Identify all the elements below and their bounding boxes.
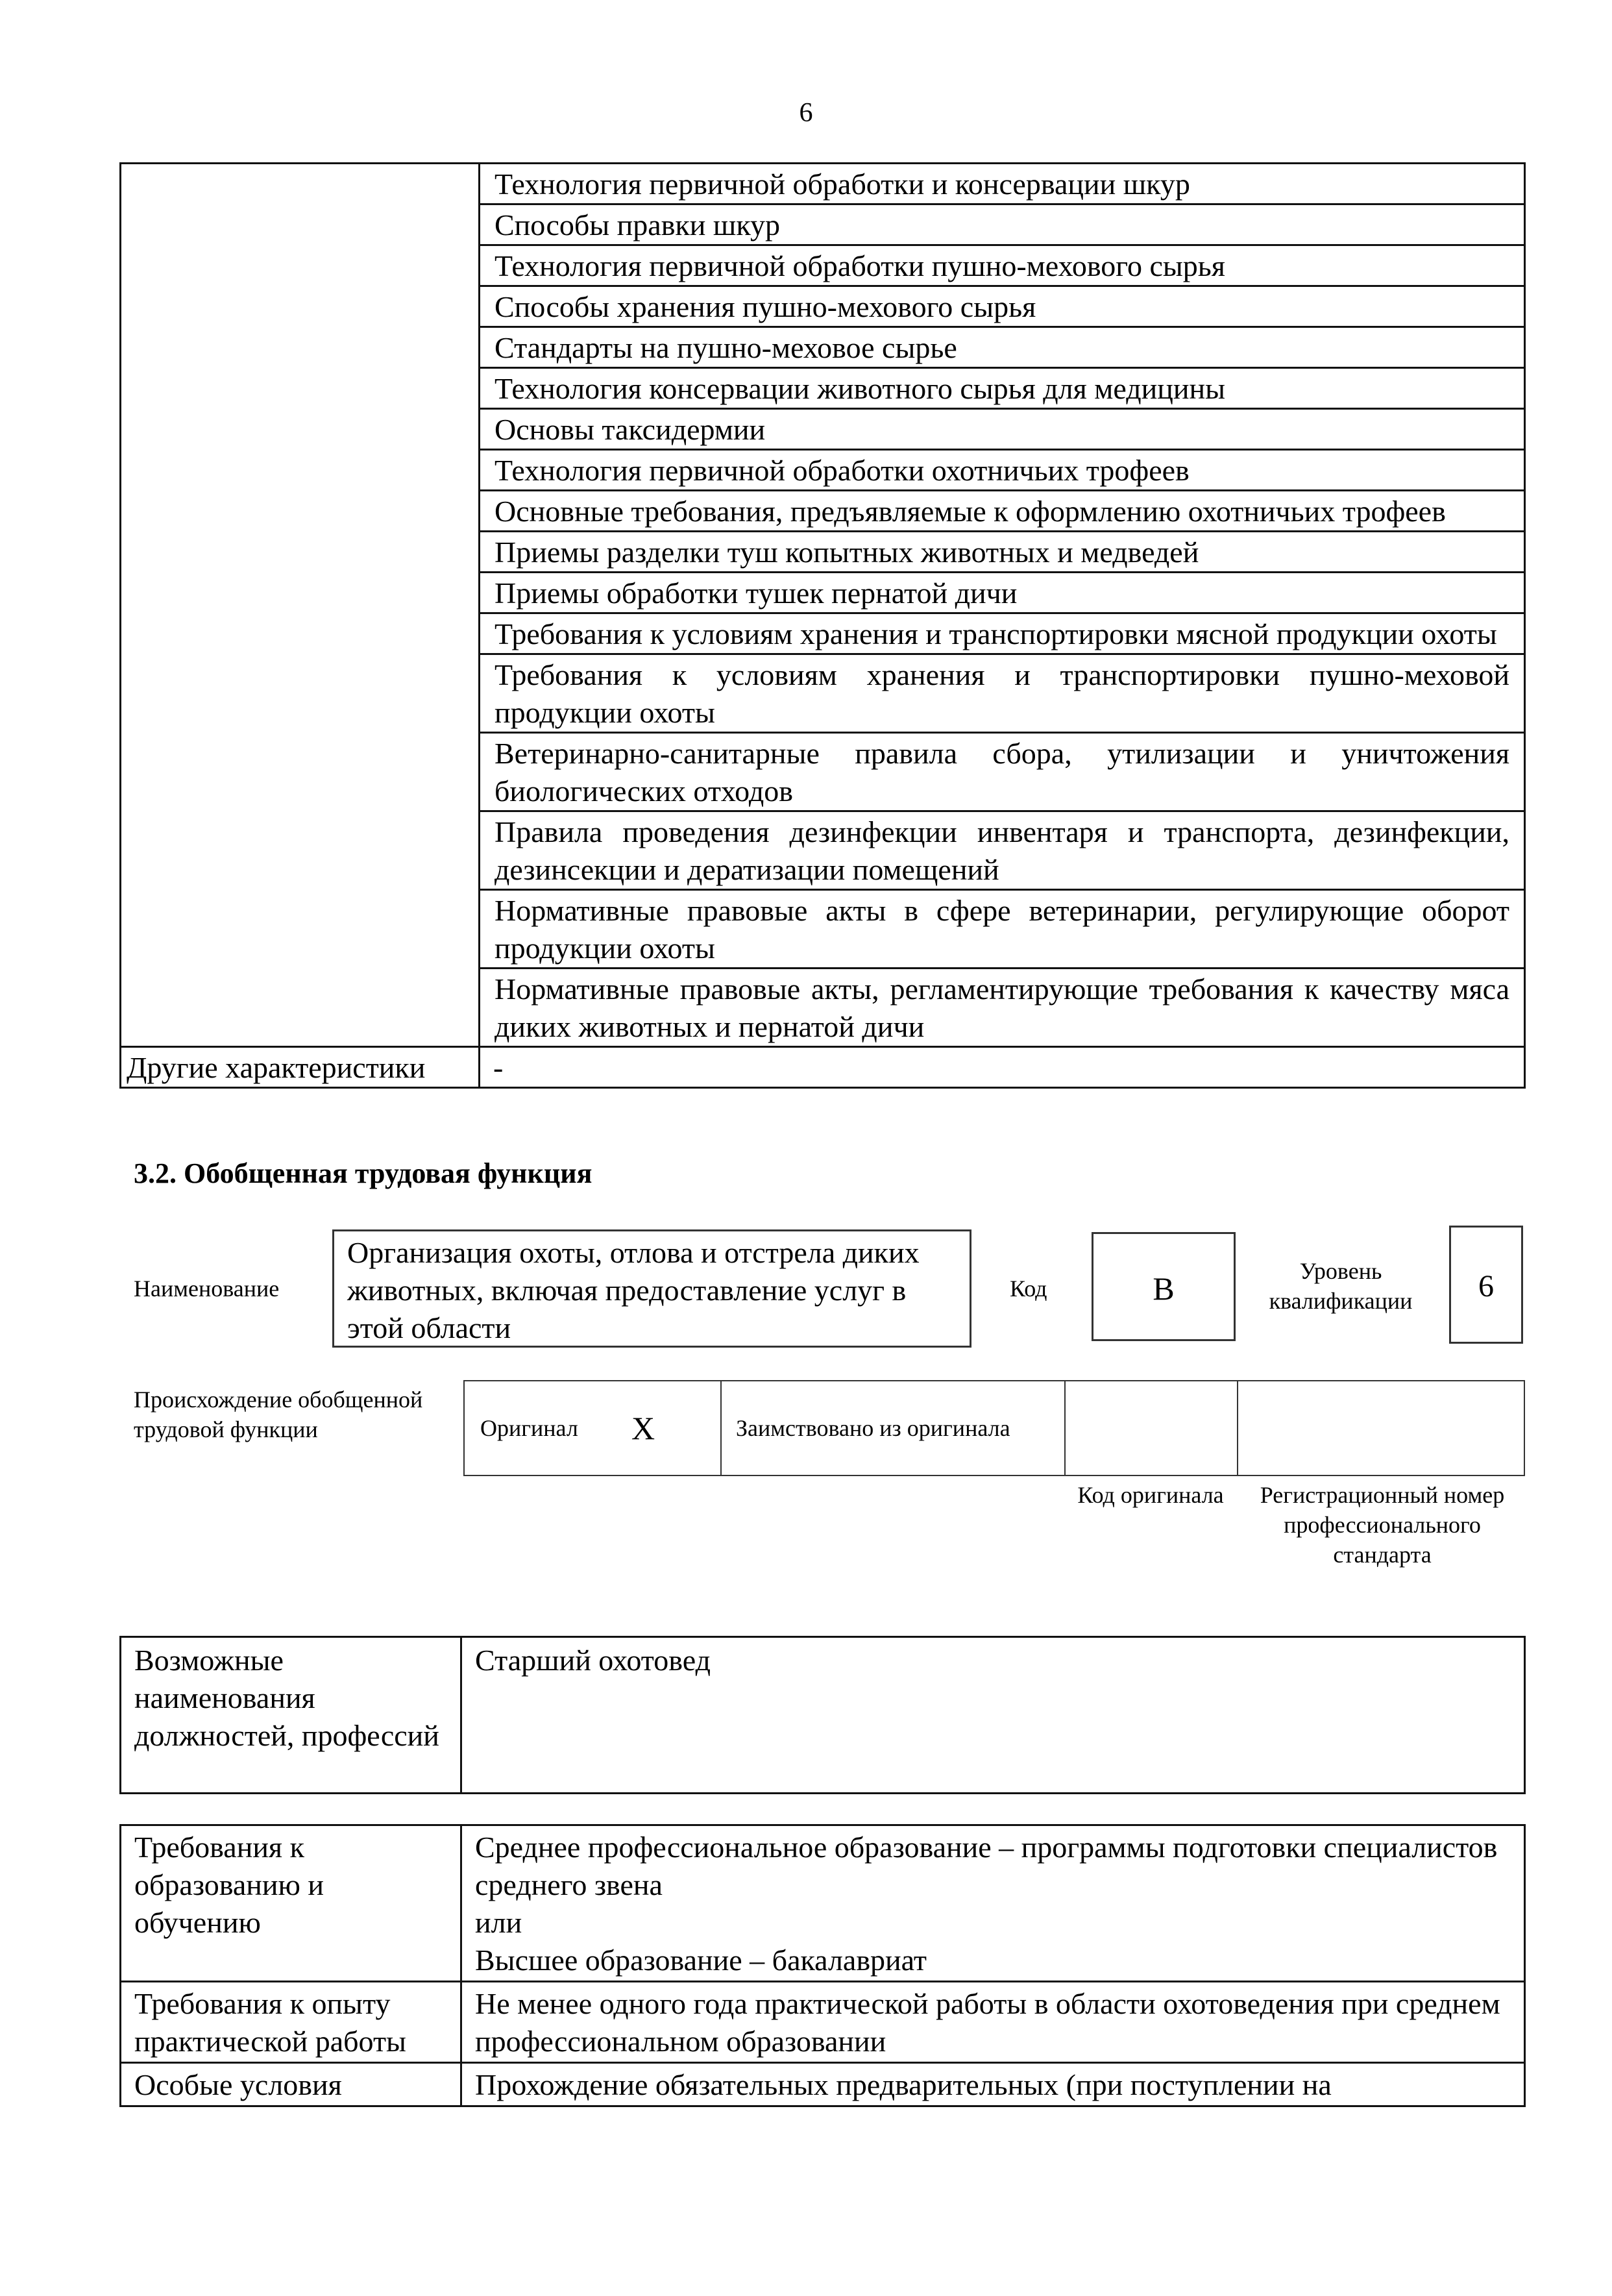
knowledge-item: Требования к условиям хранения и транспортировки пушно-меховой продукции охоты [480, 654, 1525, 733]
table-row [121, 1982, 1525, 2063]
table-row [121, 164, 1525, 204]
original-mark: X [592, 1381, 721, 1475]
origin-table [463, 1380, 1525, 1476]
table-row [121, 1637, 1525, 1794]
requirement-label: Особые условия [121, 2063, 461, 2106]
table-row [121, 1047, 1525, 1088]
knowledge-item: Требования к условиям хранения и транспортировки мясной продукции охоты [480, 613, 1525, 654]
knowledge-item: Способы правки шкур [480, 204, 1525, 245]
requirement-value: Среднее профессиональное образование – программы подготовки специалистов среднего звена или Высшее образование – бакалавриат [461, 1825, 1525, 1982]
knowledge-item: Приемы обработки тушек пернатой дичи [480, 573, 1525, 613]
registration-number-caption: Регистрационный номер профессионального стандарта [1260, 1482, 1505, 1568]
original-label: Оригинал [464, 1381, 592, 1475]
knowledge-item: Ветеринарно-санитарные правила сбора, утилизации и уничтожения биологических отходов [480, 733, 1525, 811]
category-cell-empty [121, 164, 480, 1047]
requirement-value: Прохождение обязательных предварительных (при поступлении на [461, 2063, 1525, 2106]
requirement-label: Требования к опыту практической работы [121, 1982, 461, 2063]
knowledge-item: Нормативные правовые акты, регламентирующие требования к качеству мяса диких животных и пернатой дичи [480, 969, 1525, 1047]
requirement-value: Не менее одного года практической работы в области охотоведения при среднем профессиональном образовании [461, 1982, 1525, 2063]
level-label: Уровень квалификации [1269, 1258, 1413, 1314]
table-row [121, 2063, 1525, 2106]
knowledge-item: Технология первичной обработки охотничьих трофеев [480, 450, 1525, 491]
table-row [121, 1825, 1525, 1982]
origin-label: Происхождение обобщенной трудовой функции [134, 1387, 423, 1442]
name-label: Наименование [134, 1276, 280, 1302]
function-name-box: Организация охоты, отлова и отстрела диких животных, включая предоставление услуг в этой области [332, 1229, 971, 1348]
registration-number-cell [1238, 1381, 1524, 1475]
positions-label: Возможные наименования должностей, профессий [121, 1637, 461, 1794]
code-original-caption: Код оригинала [1077, 1482, 1224, 1508]
other-characteristics-label: Другие характеристики [121, 1047, 480, 1088]
requirement-label: Требования к образованию и обучению [121, 1825, 461, 1982]
knowledge-item: Правила проведения дезинфекции инвентаря и транспорта, дезинфекции, дезинсекции и дератизации помещений [480, 811, 1525, 890]
code-value-box: В [1092, 1232, 1236, 1341]
table-row [464, 1381, 1524, 1475]
knowledge-item: Основные требования, предъявляемые к оформлению охотничьих трофеев [480, 491, 1525, 532]
knowledge-item: Приемы разделки туш копытных животных и медведей [480, 532, 1525, 573]
requirements-table [119, 1824, 1526, 2107]
knowledge-item: Технология первичной обработки и консервации шкур [480, 164, 1525, 204]
knowledge-item: Способы хранения пушно-мехового сырья [480, 286, 1525, 327]
knowledge-item: Стандарты на пушно-меховое сырье [480, 327, 1525, 368]
knowledge-item: Нормативные правовые акты в сфере ветеринарии, регулирующие оборот продукции охоты [480, 890, 1525, 969]
knowledge-item: Основы таксидермии [480, 409, 1525, 450]
positions-value: Старший охотовед [461, 1637, 1525, 1794]
knowledge-item: Технология первичной обработки пушно-мехового сырья [480, 245, 1525, 286]
original-code-cell [1065, 1381, 1238, 1475]
knowledge-item: Технология консервации животного сырья для медицины [480, 368, 1525, 409]
positions-table [119, 1636, 1526, 1794]
borrowed-label: Заимствовано из оригинала [721, 1381, 1065, 1475]
level-value-box: 6 [1449, 1226, 1523, 1344]
section-heading: 3.2. Обобщенная трудовая функция [134, 1157, 592, 1189]
knowledge-table [119, 162, 1526, 1089]
page-number: 6 [799, 98, 813, 128]
code-label: Код [1010, 1276, 1047, 1302]
other-characteristics-value: - [480, 1047, 1525, 1088]
